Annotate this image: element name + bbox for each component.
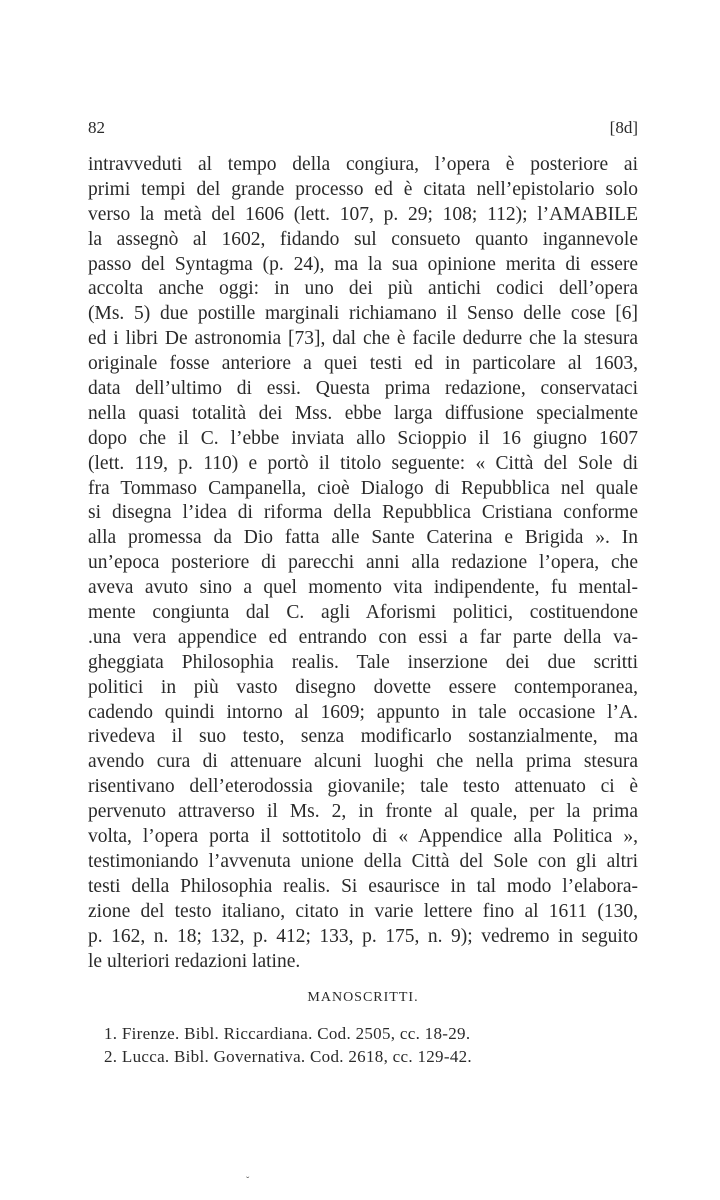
manuscripts-list (104, 1022, 638, 1068)
text-line: la assegnò al 1602, fidando sul consueto quanto ingannevole (88, 228, 638, 250)
section-mark: [8d] (609, 118, 638, 137)
text-line: rivedeva il suo testo, senza modificarlo sostanzialmente, ma (88, 726, 638, 748)
body-paragraph (88, 153, 638, 974)
text-line: accolta anche oggi: in uno dei più antichi codici dell’opera (88, 278, 638, 300)
text-line: mente congiunta dal C. agli Aforismi politici, costituendone (88, 602, 638, 624)
text-line: un’epoca posteriore di parecchi anni alla redazione l’opera, che (88, 552, 638, 574)
manuscript-item: 1. Firenze. Bibl. Riccardiana. Cod. 2505, cc. 18-29. (104, 1024, 471, 1043)
text-line: ed i libri De astronomia [73], dal che è facile dedurre che la stesura (88, 328, 638, 350)
text-line: cadendo quindi intorno al 1609; appunto in tale occasione l’A. (88, 701, 638, 723)
footer-mark: ˇ (246, 1176, 250, 1187)
text-line: aveva avuto sino a quel momento vita indipendente, fu mental- (88, 577, 638, 599)
text-line: gheggiata Philosophia realis. Tale inserzione dei due scritti (88, 651, 638, 673)
text-line: .una vera appendice ed entrando con essi a far parte della va- (88, 626, 638, 648)
text-line: dopo che il C. l’ebbe inviata allo Scioppio il 16 giugno 1607 (88, 427, 638, 449)
text-line: testimoniando l’avvenuta unione della Città del Sole con gli altri (88, 850, 638, 872)
text-line: volta, l’opera porta il sottotitolo di « Appendice alla Politica », (88, 826, 638, 848)
manuscripts-heading: MANOSCRITTI. (307, 990, 419, 1005)
text-line: alla promessa da Dio fatta alle Sante Caterina e Brigida ». In (88, 527, 638, 549)
text-line: zione del testo italiano, citato in varie lettere fino al 1611 (130, (88, 900, 638, 922)
text-line: si disegna l’idea di riforma della Repubblica Cristiana conforme (88, 502, 638, 524)
text-line: politici in più vasto disegno dovette essere contemporanea, (88, 676, 638, 698)
text-line: nella quasi totalità dei Mss. ebbe larga diffusione specialmente (88, 402, 638, 424)
text-line: (Ms. 5) due postille marginali richiamano il Senso delle cose [6] (88, 303, 638, 325)
text-line: testi della Philosophia realis. Si esaurisce in tal modo l’elabora- (88, 875, 638, 897)
text-line: primi tempi del grande processo ed è citata nell’epistolario solo (88, 178, 638, 200)
page-number: 82 (88, 118, 105, 137)
text-line: intravveduti al tempo della congiura, l’opera è posteriore ai (88, 154, 638, 175)
text-line: avendo cura di attenuare alcuni luoghi che nella prima stesura (88, 751, 638, 773)
text-line: (lett. 119, p. 110) e portò il titolo seguente: « Città del Sole di (88, 452, 638, 474)
text-line: data dell’ultimo di essi. Questa prima redazione, conservataci (88, 378, 638, 400)
page-header (88, 118, 638, 142)
text-line: originale fosse anteriore a quei testi ed in particolare al 1603, (88, 353, 638, 375)
text-line: risentivano dell’eterodossia giovanile; tale testo attenuato ci è (88, 776, 638, 798)
text-line: verso la metà del 1606 (lett. 107, p. 29; 108; 112); l’AMABILE (88, 203, 638, 225)
text-line: fra Tommaso Campanella, cioè Dialogo di Repubblica nel quale (88, 477, 638, 499)
text-line: p. 162, n. 18; 132, p. 412; 133, p. 175, n. 9); vedremo in seguito (88, 925, 638, 947)
manuscript-item: 2. Lucca. Bibl. Governativa. Cod. 2618, cc. 129-42. (104, 1047, 472, 1066)
text-line: le ulteriori redazioni latine. (88, 950, 301, 972)
text-line: passo del Syntagma (p. 24), ma la sua opinione merita di essere (88, 253, 638, 275)
text-line: pervenuto attraverso il Ms. 2, in fronte al quale, per la prima (88, 801, 638, 823)
